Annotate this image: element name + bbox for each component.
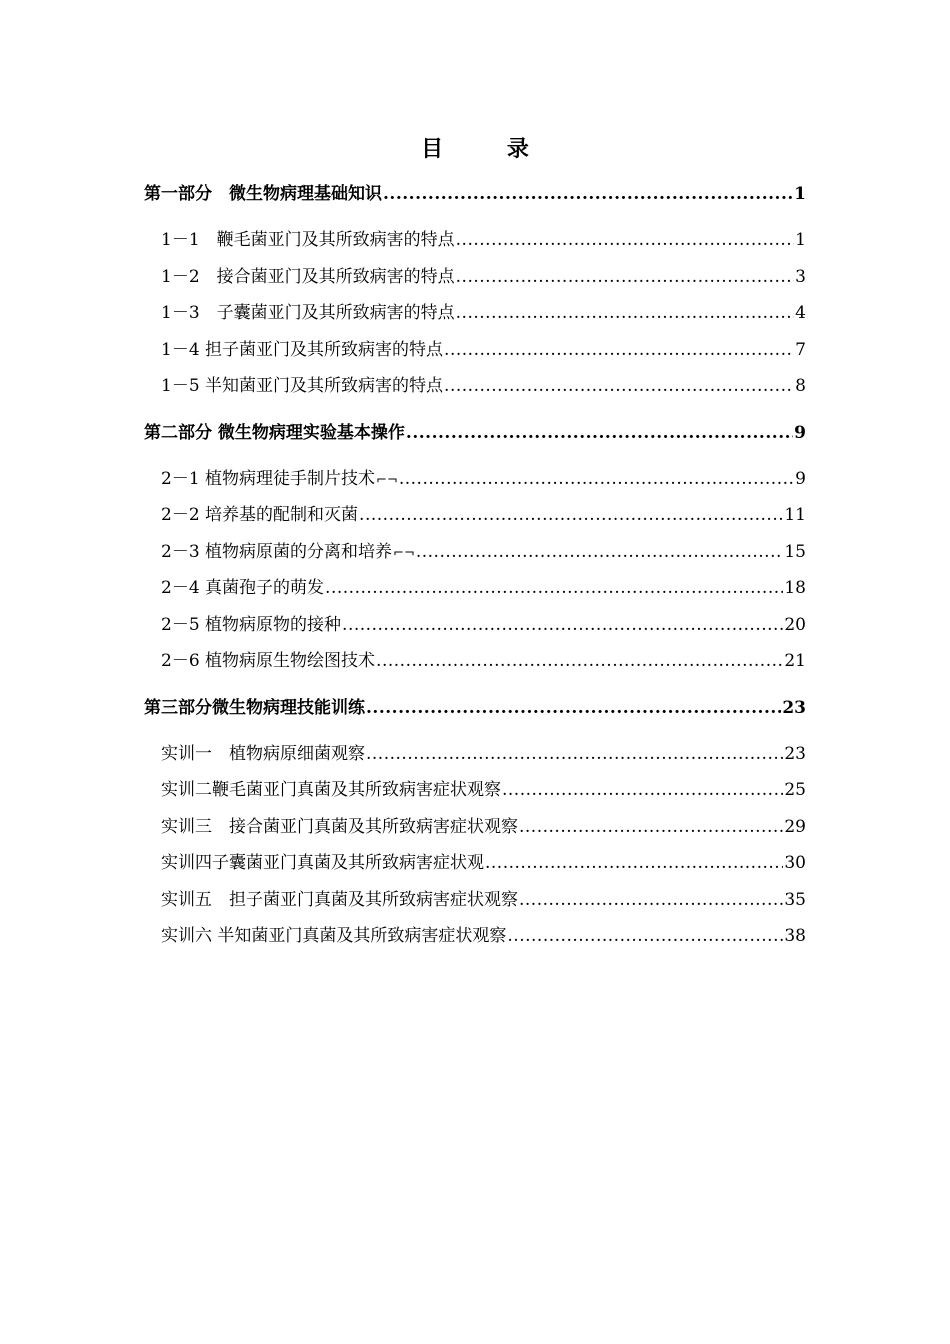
toc-page-number: 15	[784, 541, 806, 562]
dot-leader	[456, 302, 795, 324]
dot-leader	[444, 339, 794, 361]
toc-entry-label: 实训一 植物病原细菌观察	[161, 743, 365, 764]
toc-entry[interactable]	[144, 266, 806, 303]
toc-part-label: 第三部分微生物病理技能训练	[144, 697, 365, 718]
dot-leader	[366, 743, 783, 765]
toc-page-number: 8	[795, 376, 806, 396]
toc-entry[interactable]	[144, 339, 806, 376]
dot-leader	[416, 541, 784, 563]
toc-entry[interactable]	[144, 504, 806, 541]
dot-leader	[366, 697, 781, 719]
toc-part-1[interactable]	[144, 183, 806, 209]
toc-entry[interactable]	[144, 779, 806, 816]
dot-leader	[383, 183, 793, 205]
toc-page-number: 18	[784, 578, 806, 598]
dot-leader	[456, 229, 795, 251]
toc-page-number: 29	[784, 816, 806, 837]
toc-page-number: 1	[794, 184, 806, 204]
dot-leader	[359, 504, 783, 526]
toc-entry[interactable]	[144, 743, 806, 780]
toc-entry-label: 实训五 担子菌亚门真菌及其所致病害症状观察	[161, 889, 518, 910]
toc-entry-label: 实训三 接合菌亚门真菌及其所致病害症状观察	[161, 816, 518, 837]
toc-part-label: 第二部分 微生物病理实验基本操作	[144, 422, 405, 443]
toc-entry-label: 2－5 植物病原物的接种	[161, 614, 342, 635]
toc-entry-label: 1－5 半知菌亚门及其所致病害的特点	[161, 376, 444, 396]
toc-entry-label: 实训二鞭毛菌亚门真菌及其所致病害症状观察	[161, 780, 501, 800]
toc-page-number: 4	[795, 303, 806, 323]
toc-entry-label: 实训六 半知菌亚门真菌及其所致病害症状观察	[161, 926, 507, 946]
toc-entry[interactable]	[144, 302, 806, 339]
dot-leader	[519, 889, 783, 911]
dot-leader	[456, 266, 795, 288]
toc-entry-label: 1－2 接合菌亚门及其所致病害的特点	[161, 266, 455, 287]
toc-page-number: 9	[795, 468, 806, 489]
page-title: 目 录	[421, 136, 557, 162]
toc-entry-label: 2－2 培养基的配制和灭菌	[161, 505, 359, 525]
toc-page-number: 7	[795, 339, 806, 360]
toc-page-number: 25	[784, 780, 806, 800]
toc-part-2[interactable]	[144, 422, 806, 448]
toc-part-3[interactable]	[144, 697, 806, 723]
toc-page-number: 23	[784, 743, 806, 764]
toc-entry-label: 1－1 鞭毛菌亚门及其所致病害的特点	[161, 230, 455, 250]
toc-entry[interactable]	[144, 468, 806, 505]
dot-leader	[502, 779, 783, 801]
toc-page-number: 9	[794, 422, 806, 443]
toc-entry[interactable]	[144, 577, 806, 614]
toc-page-number: 30	[784, 853, 806, 873]
toc-page-number: 11	[784, 505, 806, 525]
dot-leader	[399, 468, 794, 490]
edit-mark-icon: ⌐¬	[393, 545, 415, 561]
dot-leader	[444, 375, 794, 397]
toc-entry-label: 实训四子囊菌亚门真菌及其所致病害症状观	[161, 853, 484, 873]
toc-entry[interactable]	[144, 375, 806, 412]
table-of-contents	[144, 183, 806, 962]
toc-page-number: 35	[784, 889, 806, 910]
edit-mark-icon: ⌐¬	[376, 472, 398, 488]
dot-leader	[376, 650, 783, 672]
toc-entry[interactable]	[144, 816, 806, 853]
dot-leader	[507, 925, 783, 947]
toc-entry[interactable]	[144, 650, 806, 687]
dot-leader	[485, 852, 783, 874]
toc-page-number: 20	[784, 614, 806, 635]
toc-entry-label: 1－4 担子菌亚门及其所致病害的特点	[161, 339, 444, 360]
toc-entry[interactable]	[144, 614, 806, 651]
toc-page-number: 23	[782, 697, 806, 718]
toc-entry-label: 2－4 真菌孢子的萌发	[161, 578, 325, 598]
toc-entry-label: 1－3 子囊菌亚门及其所致病害的特点	[161, 303, 455, 323]
dot-leader	[406, 422, 793, 444]
toc-entry-label: 2－3 植物病原菌的分离和培养	[161, 541, 393, 562]
toc-entry[interactable]	[144, 889, 806, 926]
toc-entry-label: 2－1 植物病理徒手制片技术	[161, 468, 376, 489]
toc-entry-label: 2－6 植物病原生物绘图技术	[161, 651, 376, 671]
toc-page-number: 1	[795, 230, 806, 250]
toc-page-number: 3	[795, 266, 806, 287]
toc-page-number: 38	[784, 926, 806, 946]
dot-leader	[325, 577, 783, 599]
toc-entry[interactable]	[144, 229, 806, 266]
toc-page-number: 21	[784, 651, 806, 671]
toc-entry[interactable]	[144, 541, 806, 578]
toc-entry[interactable]	[144, 925, 806, 962]
dot-leader	[342, 614, 783, 636]
toc-part-label: 第一部分 微生物病理基础知识	[144, 184, 382, 204]
dot-leader	[519, 816, 783, 838]
toc-entry[interactable]	[144, 852, 806, 889]
